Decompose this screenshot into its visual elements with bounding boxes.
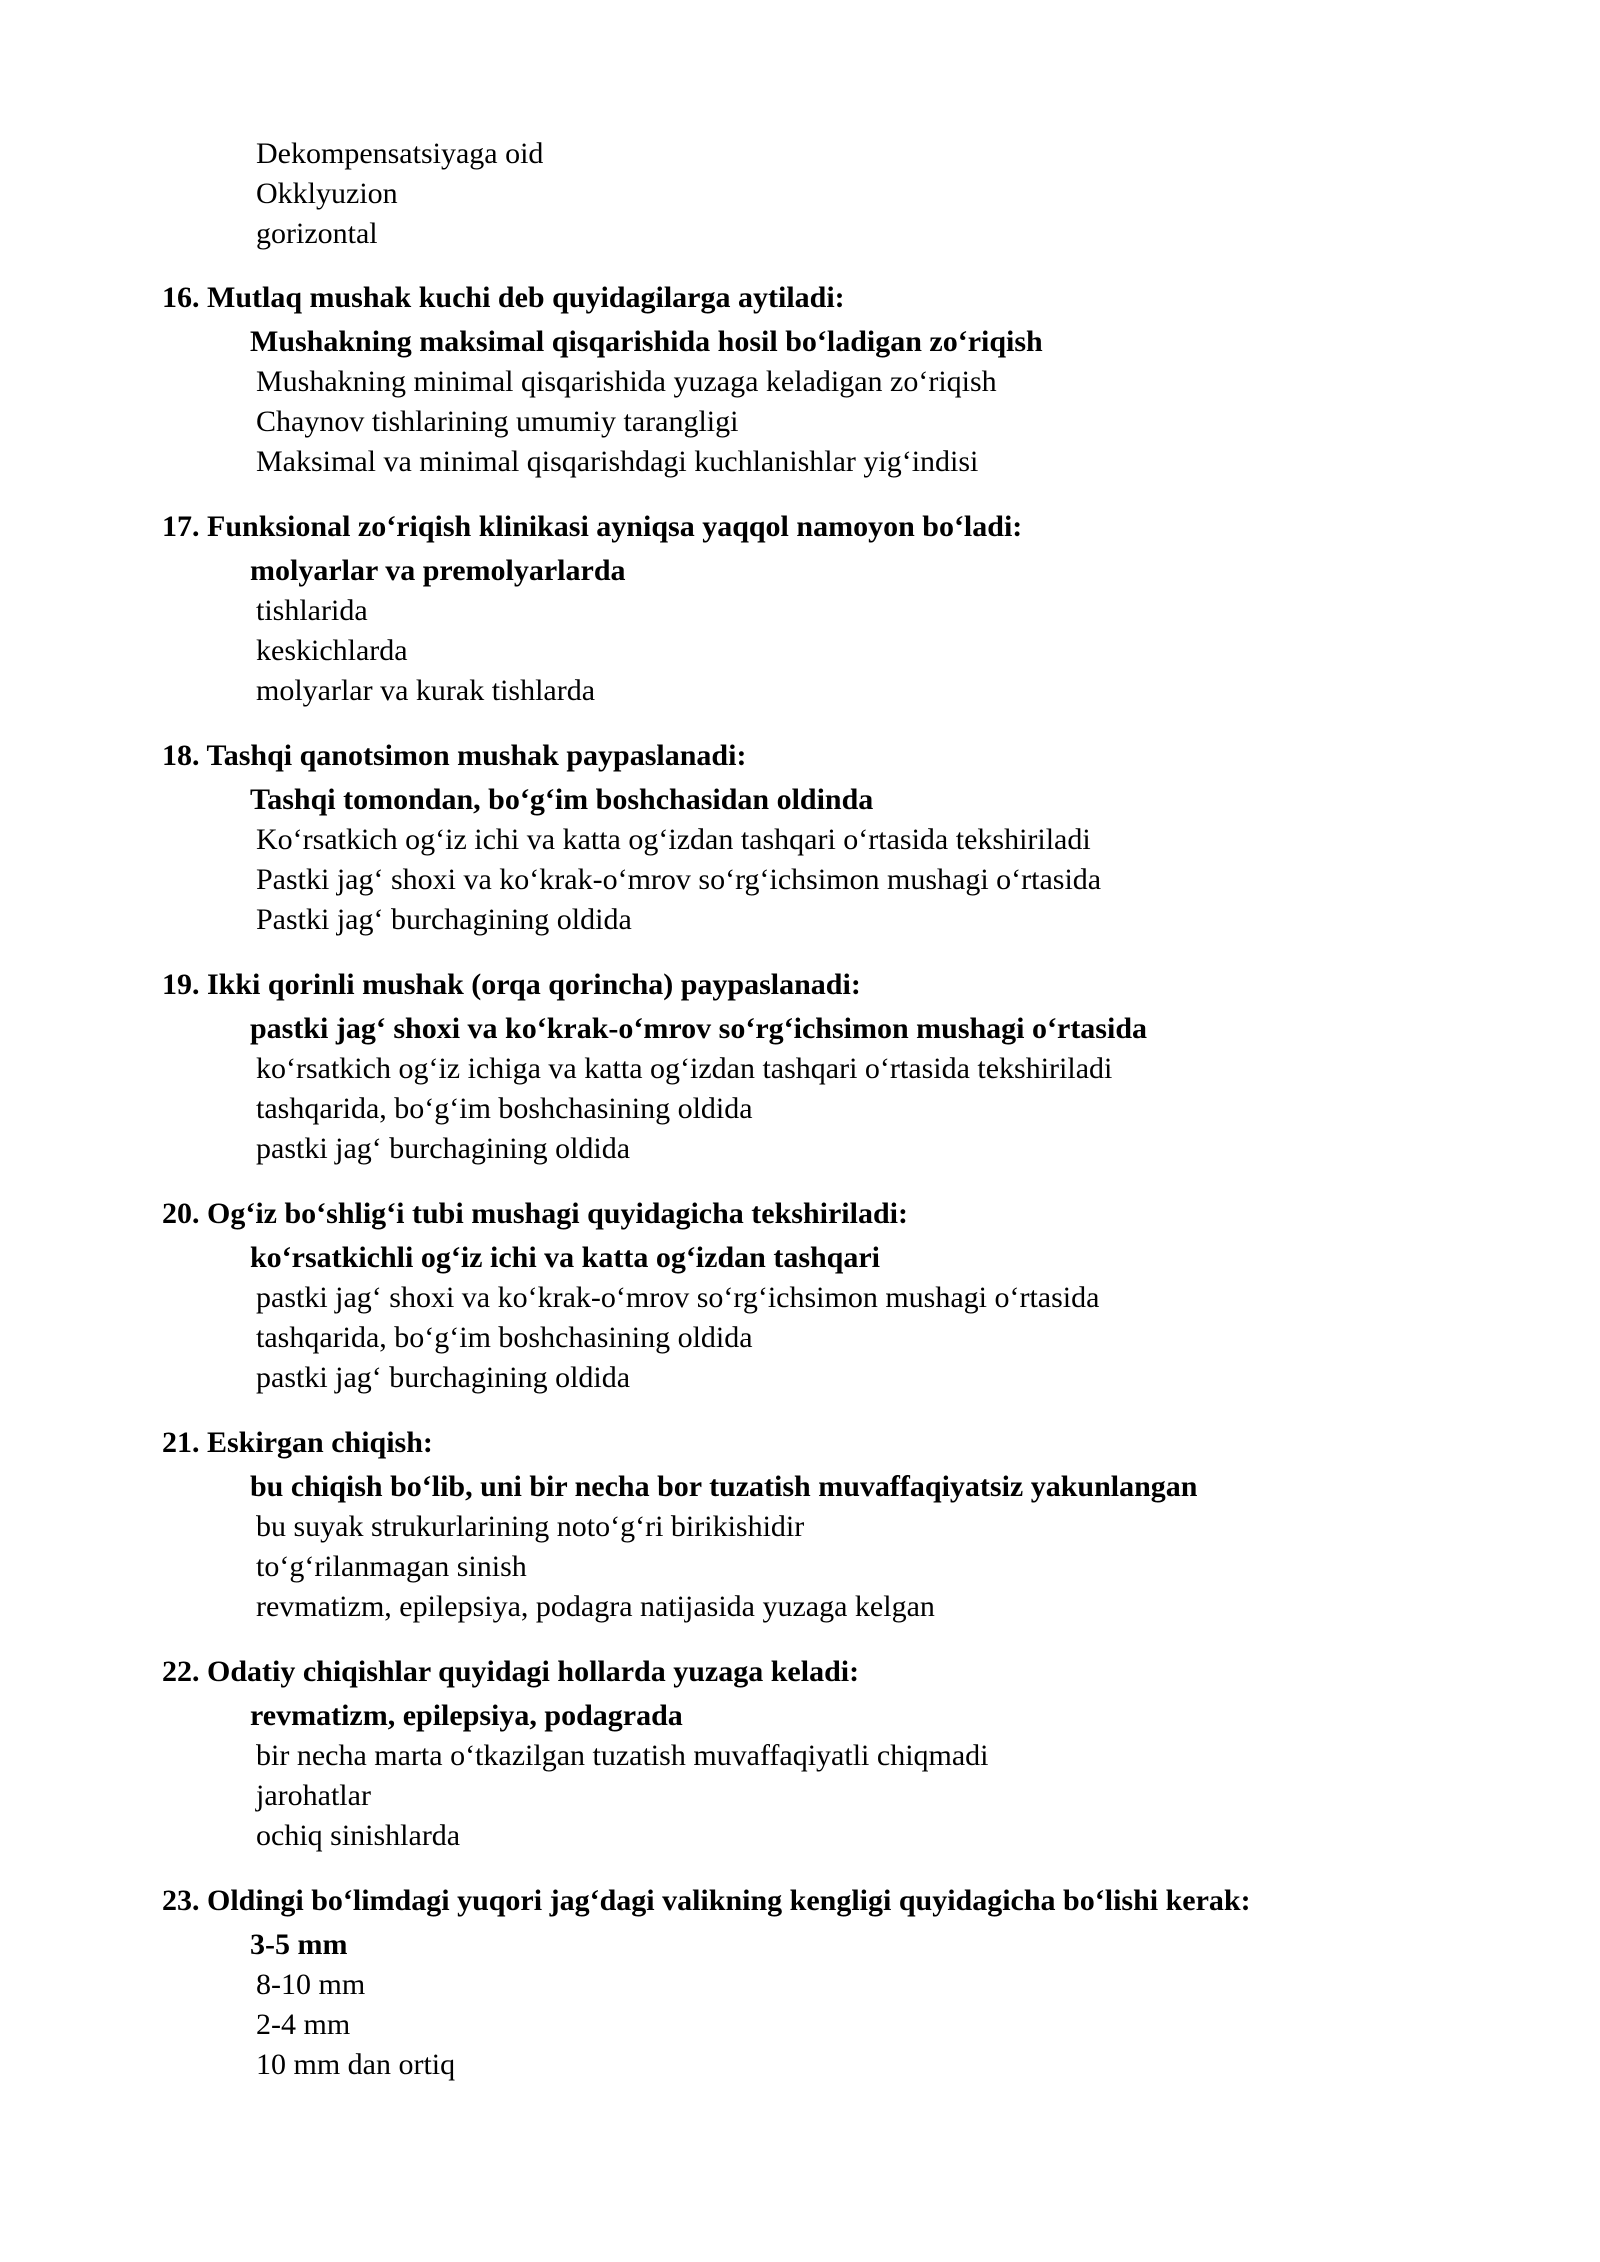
question-23 bbox=[162, 1881, 1251, 2085]
correct-answer: Tashqi tomondan, bo‘g‘im boshchasidan oldinda bbox=[250, 783, 874, 816]
answer-option: pastki jag‘ burchagining oldida bbox=[256, 1132, 631, 1165]
previous-question-options bbox=[256, 134, 543, 254]
answer-option: Pastki jag‘ shoxi va ko‘krak-o‘mrov so‘rg‘ichsimon mushagi o‘rtasida bbox=[256, 863, 1102, 896]
question-19 bbox=[162, 965, 1147, 1169]
question-title: 19. Ikki qorinli mushak (orqa qorincha) paypaslanadi: bbox=[162, 968, 861, 1001]
answer-option: 10 mm dan ortiq bbox=[256, 2048, 456, 2081]
answer-option: molyarlar va kurak tishlarda bbox=[256, 674, 596, 707]
answer-option: gorizontal bbox=[256, 217, 378, 250]
answer-option: ko‘rsatkich og‘iz ichiga va katta og‘izdan tashqari o‘rtasida tekshiriladi bbox=[256, 1052, 1113, 1085]
answer-option: Dekompensatsiyaga oid bbox=[256, 137, 544, 170]
correct-answer: 3-5 mm bbox=[250, 1928, 348, 1961]
answer-list bbox=[162, 1467, 1198, 1627]
answer-option: ochiq sinishlarda bbox=[256, 1819, 461, 1852]
correct-answer: molyarlar va premolyarlarda bbox=[250, 554, 626, 587]
answer-list bbox=[162, 780, 1101, 940]
answer-option: pastki jag‘ shoxi va ko‘krak-o‘mrov so‘rg‘ichsimon mushagi o‘rtasida bbox=[256, 1281, 1100, 1314]
answer-option: bir necha marta o‘tkazilgan tuzatish muvaffaqiyatli chiqmadi bbox=[256, 1739, 989, 1772]
question-title: 23. Oldingi bo‘limdagi yuqori jag‘dagi valikning kengligi quyidagicha bo‘lishi kerak: bbox=[162, 1884, 1251, 1917]
answer-option: Okklyuzion bbox=[256, 177, 398, 210]
question-18 bbox=[162, 736, 1101, 940]
answer-option: pastki jag‘ burchagining oldida bbox=[256, 1361, 631, 1394]
answer-option: to‘g‘rilanmagan sinish bbox=[256, 1550, 527, 1583]
answer-option: Mushakning minimal qisqarishida yuzaga keladigan zo‘riqish bbox=[256, 365, 997, 398]
question-20 bbox=[162, 1194, 1099, 1398]
question-title: 22. Odatiy chiqishlar quyidagi hollarda yuzaga keladi: bbox=[162, 1655, 860, 1688]
correct-answer: Mushakning maksimal qisqarishida hosil bo‘ladigan zo‘riqish bbox=[250, 325, 1043, 358]
answer-list bbox=[162, 1925, 1251, 2085]
answer-option: jarohatlar bbox=[256, 1779, 371, 1812]
answer-option: 8-10 mm bbox=[256, 1968, 366, 2001]
correct-answer: ko‘rsatkichli og‘iz ichi va katta og‘izdan tashqari bbox=[250, 1241, 881, 1274]
correct-answer: pastki jag‘ shoxi va ko‘krak-o‘mrov so‘rg‘ichsimon mushagi o‘rtasida bbox=[250, 1012, 1147, 1045]
answer-option: tashqarida, bo‘g‘im boshchasining oldida bbox=[256, 1092, 753, 1125]
answer-option: bu suyak strukurlarining noto‘g‘ri birikishidir bbox=[256, 1510, 805, 1543]
answer-list bbox=[162, 322, 1043, 482]
answer-option: Ko‘rsatkich og‘iz ichi va katta og‘izdan tashqari o‘rtasida tekshiriladi bbox=[256, 823, 1091, 856]
answer-option: Pastki jag‘ burchagining oldida bbox=[256, 903, 632, 936]
answer-option: 2-4 mm bbox=[256, 2008, 351, 2041]
question-21 bbox=[162, 1423, 1198, 1627]
question-16 bbox=[162, 278, 1043, 482]
answer-option: Chaynov tishlarining umumiy tarangligi bbox=[256, 405, 739, 438]
question-title: 18. Tashqi qanotsimon mushak paypaslanadi: bbox=[162, 739, 747, 772]
question-title: 17. Funksional zo‘riqish klinikasi ayniqsa yaqqol namoyon bo‘ladi: bbox=[162, 510, 1023, 543]
question-title: 16. Mutlaq mushak kuchi deb quyidagilarga aytiladi: bbox=[162, 281, 845, 314]
answer-option: tashqarida, bo‘g‘im boshchasining oldida bbox=[256, 1321, 753, 1354]
answer-option: tishlarida bbox=[256, 594, 368, 627]
answer-list bbox=[162, 1238, 1099, 1398]
correct-answer: bu chiqish bo‘lib, uni bir necha bor tuzatish muvaffaqiyatsiz yakunlangan bbox=[250, 1470, 1198, 1503]
answer-list bbox=[162, 1696, 989, 1856]
question-title: 20. Og‘iz bo‘shlig‘i tubi mushagi quyidagicha tekshiriladi: bbox=[162, 1197, 908, 1230]
correct-answer: revmatizm, epilepsiya, podagrada bbox=[250, 1699, 683, 1732]
answer-list bbox=[162, 551, 1022, 711]
answer-option: revmatizm, epilepsiya, podagra natijasida yuzaga kelgan bbox=[256, 1590, 935, 1623]
answer-list bbox=[162, 1009, 1147, 1169]
question-title: 21. Eskirgan chiqish: bbox=[162, 1426, 433, 1459]
question-17 bbox=[162, 507, 1022, 711]
question-22 bbox=[162, 1652, 989, 1856]
answer-option: keskichlarda bbox=[256, 634, 408, 667]
answer-option: Maksimal va minimal qisqarishdagi kuchlanishlar yig‘indisi bbox=[256, 445, 979, 478]
